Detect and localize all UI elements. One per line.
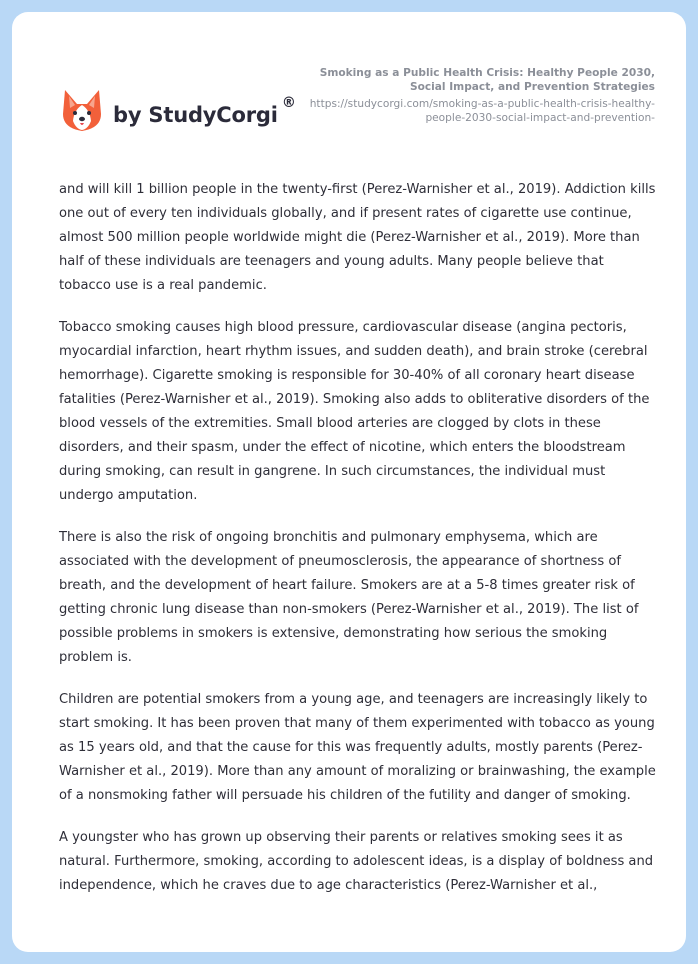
- page-header: [12, 12, 686, 162]
- article-body: [59, 178, 659, 916]
- paragraph: A youngster who has grown up observing their parents or relatives smoking sees it as natural. Furthermore, smoking, according to adolescent ideas, is a display of boldness and independence, which he craves due to age characteristics (Perez-Warnisher et al.,: [59, 830, 654, 893]
- paragraph: and will kill 1 billion people in the twenty-first (Perez-Warnisher et al., 2019). Addiction kills one out of every ten individuals globally, and if present rates of cigarette use continue, almost 500 million people worldwide might die (Perez-Warnisher et al., 2019). More than half of these individuals are teenagers and young adults. Many people believe that tobacco use is a real pandemic.: [59, 182, 656, 293]
- document-page: [12, 12, 686, 952]
- paragraph: There is also the risk of ongoing bronchitis and pulmonary emphysema, which are associated with the development of pneumosclerosis, the appearance of shortness of breath, and the development of heart failure. Smokers are at a 5-8 times greater risk of getting chronic lung disease than non-smokers (Perez-Warnisher et al., 2019). The list of possible problems in smokers is extensive, demonstrating how serious the smoking problem is.: [59, 530, 639, 665]
- corgi-logo-icon: [61, 88, 103, 134]
- document-url[interactable]: https://studycorgi.com/smoking-as-a-public-health-crisis-healthy-people-2030-social-impact-and-prevention-: [309, 98, 655, 124]
- paragraph: Children are potential smokers from a young age, and teenagers are increasingly likely to start smoking. It has been proven that many of them experimented with tobacco as young as 15 years old, and that the cause for this was frequently adults, mostly parents (Perez-Warnisher et al., 2019). More than any amount of moralizing or brainwashing, the example of a nonsmoking father will persuade his children of the futility and danger of smoking.: [59, 692, 656, 803]
- brand-name: by StudyCorgi ®: [113, 95, 296, 127]
- paragraph: Tobacco smoking causes high blood pressure, cardiovascular disease (angina pectoris, myocardial infarction, heart rhythm issues, and sudden death), and brain stroke (cerebral hemorrhage). Cigarette smoking is responsible for 30-40% of all coronary heart disease fatalities (Perez-Warnisher et al., 2019). Smoking also adds to obliterative disorders of the blood vessels of the extremities. Small blood arteries are clogged by clots in these disorders, and their spasm, under the effect of nicotine, which enters the bloodstream during smoking, can result in gangrene. In such circumstances, the individual must undergo amputation.: [59, 320, 650, 503]
- document-info: [295, 66, 655, 125]
- studycorgi-logo[interactable]: [61, 88, 296, 134]
- document-title: Smoking as a Public Health Crisis: Healthy People 2030, Social Impact, and Prevention Strategies: [319, 67, 655, 93]
- registered-mark: ®: [281, 95, 296, 111]
